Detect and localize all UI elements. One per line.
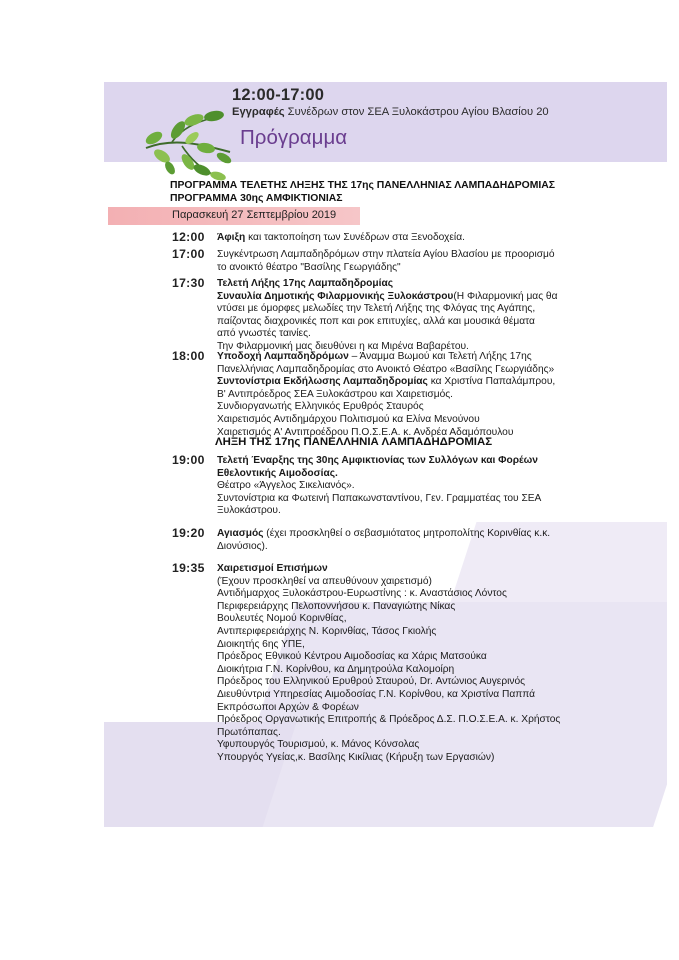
- green-leaves-branch-icon: [142, 108, 234, 186]
- registration-time: 12:00-17:00: [232, 86, 325, 104]
- page-title: Πρόγραμμα: [240, 126, 348, 149]
- event-date: Παρασκευή 27 Σεπτεμβρίου 2019: [172, 209, 337, 221]
- registration-text: Εγγραφές Συνέδρων στον ΣΕΑ Ξυλοκάστρου Αγίου Βλασίου 20: [232, 106, 549, 118]
- program-heading: ΠΡΟΓΡΑΜΜΑ ΤΕΛΕΤΗΣ ΛΗΞΗΣ ΤΗΣ 17ης ΠΑΝΕΛΛΗΝΙΑΣ ΛΑΜΠΑΔΗΔΡΟΜΙΑΣ ΠΡΟΓΡΑΜΜΑ 30ης ΑΜΦΙΚΤΙΟΝΙΑΣ: [170, 180, 556, 204]
- finale-heading: ΛΗΞΗ ΤΗΣ 17ης ΠΑΝΕΛΛΗΝΙΑ ΛΑΜΠΑΔΗΔΡΟΜΙΑΣ: [215, 436, 493, 448]
